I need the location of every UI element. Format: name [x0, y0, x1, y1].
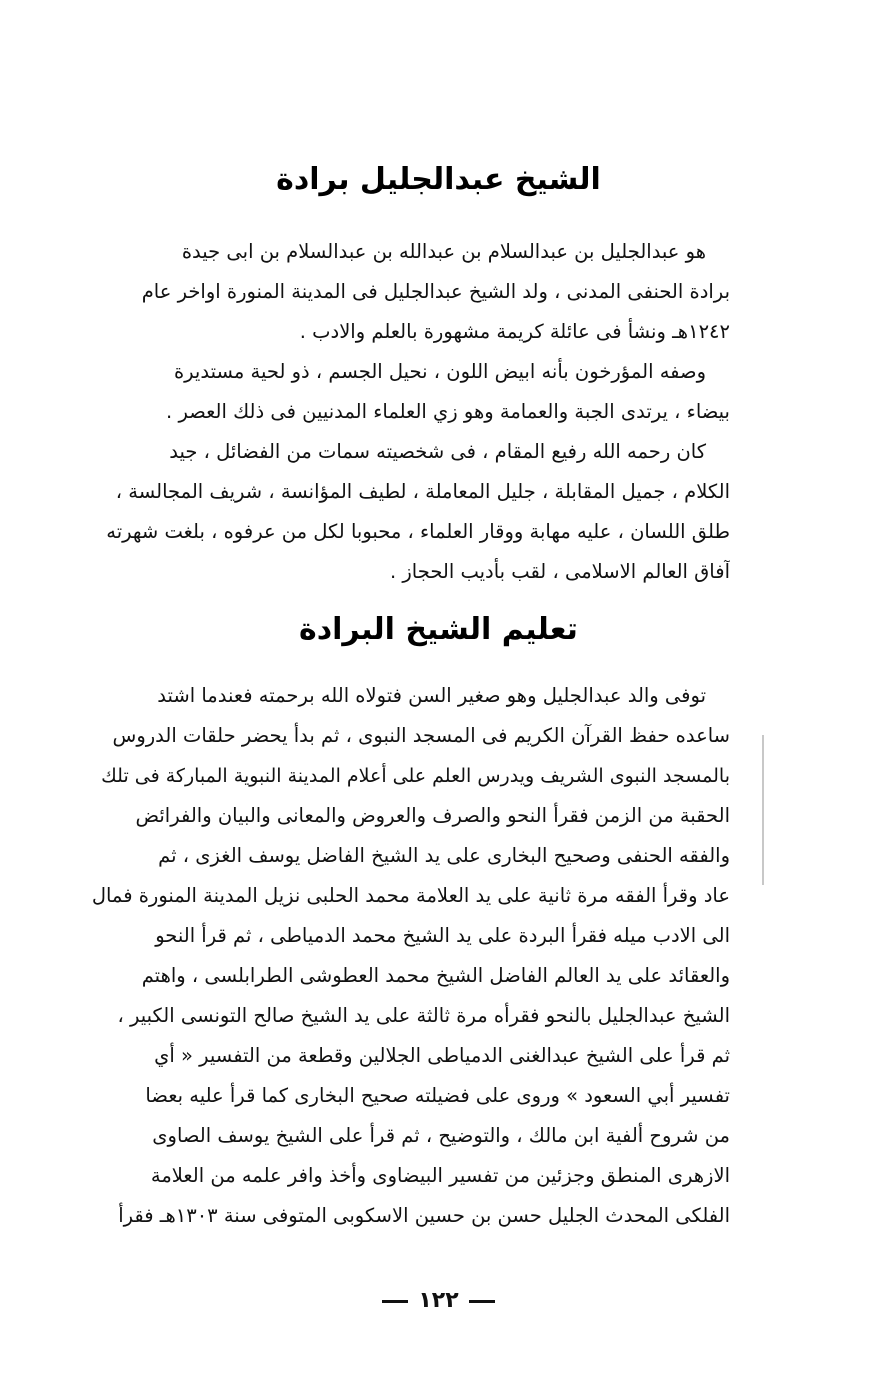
text-line: الفلكى المحدث الجليل حسن بن حسين الاسكوبى المتوفى سنة ١٣٠٣هـ فقرأ [118, 1204, 730, 1227]
text-line: وصفه المؤرخون بأنه ابيض اللون ، نحيل الجسم ، ذو لحية مستديرة [173, 360, 706, 383]
text-line: طلق اللسان ، عليه مهابة ووقار العلماء ، محبوبا لكل من عرفوه ، بلغت شهرته [106, 520, 730, 543]
footer-dash-right [469, 1300, 495, 1303]
text-line: الكلام ، جميل المقابلة ، جليل المعاملة ، لطيف المؤانسة ، شريف المجالسة ، [115, 480, 730, 503]
text-line: الحقبة من الزمن فقرأ النحو والصرف والعروض والمعانى والبيان والفرائض [135, 804, 730, 827]
text-line: برادة الحنفى المدنى ، ولد الشيخ عبدالجليل فى المدينة المنورة اواخر عام [141, 280, 730, 303]
text-line: ساعده حفظ القرآن الكريم فى المسجد النبوى ، ثم بدأ يحضر حلقات الدروس [112, 724, 730, 747]
text-line: كان رحمه الله رفيع المقام ، فى شخصيته سمات من الفضائل ، جيد [169, 440, 706, 463]
page-footer [0, 1288, 877, 1313]
text-line: تفسير أبي السعود » وروى على فضيلته صحيح البخارى كما قرأ عليه بعضا [145, 1084, 730, 1107]
text-line: من شروح ألفية ابن مالك ، والتوضيح ، ثم قرأ على الشيخ يوسف الصاوى [152, 1124, 730, 1147]
biography-paragraphs [90, 232, 730, 592]
text-line: هو عبدالجليل بن عبدالسلام بن عبدالله بن عبدالسلام بن ابى جيدة [181, 240, 706, 263]
footer-dash-left [382, 1300, 408, 1303]
text-line: آفاق العالم الاسلامى ، لقب بأديب الحجاز . [389, 560, 730, 583]
text-line: بالمسجد النبوى الشريف ويدرس العلم على أعلام المدينة النبوية المباركة فى تلك [101, 765, 730, 787]
education-section-title: تعليم الشيخ البرادة [299, 612, 578, 647]
text-line: الى الادب ميله فقرأ البردة على يد الشيخ محمد الدمياطى ، ثم قرأ النحو [155, 924, 730, 947]
text-line: الازهرى المنطق وجزئين من تفسير البيضاوى وأخذ وافر علمه من العلامة [150, 1164, 730, 1187]
page-number: ١٢٢ [418, 1288, 459, 1313]
text-line: والفقه الحنفى وصحيح البخارى على يد الشيخ الفاضل يوسف الغزى ، ثم [158, 844, 730, 867]
text-line: الشيخ عبدالجليل بالنحو فقرأه مرة ثالثة على يد الشيخ صالح التونسى الكبير ، [117, 1004, 730, 1027]
education-paragraph [90, 676, 730, 1236]
text-line: عاد وقرأ الفقه مرة ثانية على يد العلامة محمد الحلبى نزيل المدينة المنورة فمال [91, 884, 730, 907]
text-line: ثم قرأ على الشيخ عبدالغنى الدمياطى الجلالين وقطعة من التفسير « أي [154, 1044, 730, 1067]
text-line: توفى والد عبدالجليل وهو صغير السن فتولاه الله برحمته فعندما اشتد [157, 684, 706, 707]
text-line: ١٢٤٢هـ ونشأ فى عائلة كريمة مشهورة بالعلم والادب . [299, 320, 730, 343]
biography-title: الشيخ عبدالجليل برادة [276, 162, 601, 197]
text-line: والعقائد على يد العالم الفاضل الشيخ محمد العطوشى الطرابلسى ، واهتم [141, 964, 730, 987]
margin-scan-mark [762, 735, 764, 885]
text-line: بيضاء ، يرتدى الجبة والعمامة وهو زي العلماء المدنيين فى ذلك العصر . [166, 400, 730, 423]
